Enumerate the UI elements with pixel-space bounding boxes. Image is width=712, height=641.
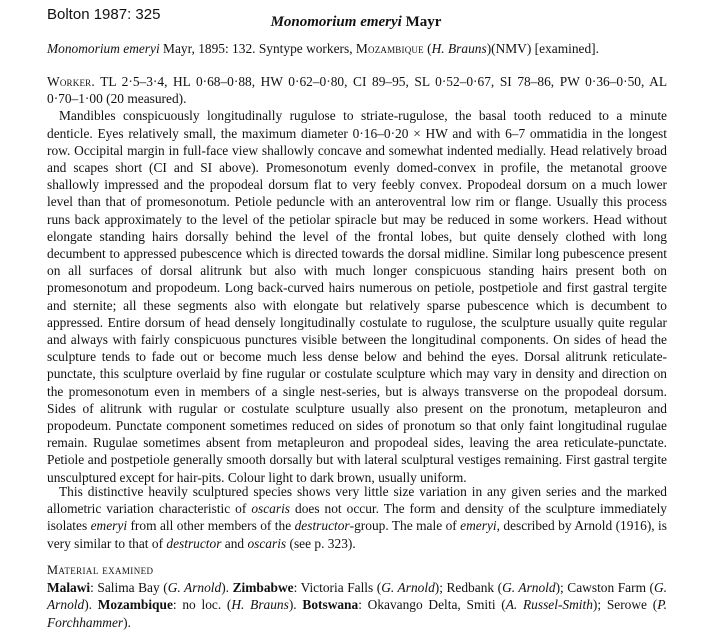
note-text: from all other members of the [127,518,295,534]
material-text: ). [84,597,98,613]
synonymy-collector-open: ( [423,41,432,56]
material-text: : no loc. ( [172,597,232,613]
material-country: Botswana [302,597,359,613]
note-text: (see p. 323). [286,535,356,551]
diagnosis-paragraph [47,483,667,552]
worker-measurements [47,73,667,107]
synonymy-text: Mayr, 1895: 132. Syntype workers, [159,41,356,56]
material-text: : Okavango Delta, Smiti ( [358,597,506,613]
note-taxon: emeryi [90,518,128,534]
note-taxon: emeryi [460,518,497,534]
synonymy-species: Monomorium emeryi [47,41,160,56]
worker-measurements-text: TL 2·5–3·4, HL 0·68–0·88, HW 0·62–0·80, CI 89–95, SL 0·52–0·67, SI 78–86, PW 0·36–0·50, AL 0·70–1·00 (20 measured). [47,74,667,107]
material-heading: Material examined [47,563,154,577]
material-text: ); Cawston Farm ( [555,580,654,596]
material-text: ). [221,580,233,596]
note-taxon: oscaris [251,501,291,517]
note-text: This distinctive heavily sculptured species shows very little size variation in any given series and the marked allometric variation characteristic of [47,484,667,517]
material-collector: A. Russel-Smith [505,597,593,613]
synonymy-collector-close: )(NMV) [examined]. [486,41,599,56]
material-collector: P. Forchhammer [47,597,668,630]
synonymy-locality: Mozambique [355,41,424,56]
material-text: ). [288,597,303,613]
material-collector: H. Brauns [231,597,289,613]
note-taxon: destructor [294,518,350,534]
material-country: Mozambique [97,597,173,613]
synonymy-collector: H. Brauns [431,41,487,56]
material-collector: G. Arnold [381,580,435,596]
title-species: Monomorium emeryi [270,14,402,30]
note-text: , described by Arnold (1916), is very similar to that of [47,518,667,551]
material-collector: G. Arnold [502,580,556,596]
page-title [0,14,712,31]
material-country: Zimbabwe [232,580,294,596]
material-list [47,579,667,631]
worker-description-text: Mandibles conspicuously longitudinally rugulose to striate-rugulose, the basal tooth reduced to a minute denticle. Eyes relatively small, the maximum diameter 0·16–0·20 × HW and with 6–7 ommatidia in the longest row. Occipital margin in full-face view shallowly concave and somewhat indented medially. Head relatively broad and scapes short (CI and SI above). Promesonotum evenly domed-convex in profile, the metanotal groove shallowly impressed and the propodeal dorsum flat to very feebly convex. Propodeal dorsum on a much lower level than that of promesonotum. Petiole peduncle with an anteroventral low rim or flange. Usually this process runs back approximately to the level of the petiolar spiracle but may be reduced in some workers. Head without elongate standing hairs dorsally behind the level of the frontal lobes, but quite densely clothed with long decumbent to appressed pubescence which is directed towards the dorsal midline. Similar long pubescence present on all surfaces of dorsal alitrunk but also with much longer conspicuous standing hairs present both on promesonotum and propodeum. Long back-curved hairs numerous on petiole, postpetiole and first gastral tergite and sternite; all these segments also with elongate but relatively sparse pubescence which is decumbent to appressed. Entire dorsum of head densely longitudinally costulate to rugulose, the sculpture usually quite regular and always with fairly conspicuous punctures visible between the longitudinal components. On sides of head the sculpture tends to fade out or become much less dense below and behind the eyes. Dorsal alitrunk reticulate-punctate, this sculpture overlaid by fine rugular or costulate sculpture which may vary in density and direction on the promesonotum even in members of a single nest-series, but is always transverse on the propodeal dorsum. Sides of alitrunk with rugular or costulate sculpture usually also present on the pronotum, metapleuron and propodeum. Punctate component sometimes reduced on sides of pronotum so that only faint longitudinal rugulae remain. Rugulae sometimes absent from metapleuron and propodeal sides, leaving the area reticulate-punctate. Petiole and postpetiole generally smooth dorsally but with lateral sculptural vestiges remaining. First gastral tergite unsculptured except for hair-pits. Colour light to dark brown, usually uniform. [47,108,667,485]
material-country: Malawi [47,580,91,596]
worker-section [47,73,667,486]
title-author: Mayr [401,14,442,30]
note-taxon: destructor [166,535,222,551]
synonymy-line [47,40,667,57]
note-text: does not occur. The form and density of the sculpture immediately isolates [47,501,667,534]
note-text: -group. The male of [349,518,461,534]
note-taxon: oscaris [247,535,287,551]
material-text: ); Serowe ( [592,597,658,613]
material-text: ). [123,614,131,630]
material-text: ); Redbank ( [434,580,503,596]
material-text: : Salima Bay ( [90,580,168,596]
material-collector: G. Arnold [167,580,222,596]
material-examined [47,562,667,631]
material-collector: G. Arnold [47,580,668,613]
worker-label: Worker. [47,74,95,89]
worker-description [47,107,667,485]
citation: Bolton 1987: 325 [47,6,161,23]
note-text: and [221,535,248,551]
material-text: : Victoria Falls ( [293,580,382,596]
